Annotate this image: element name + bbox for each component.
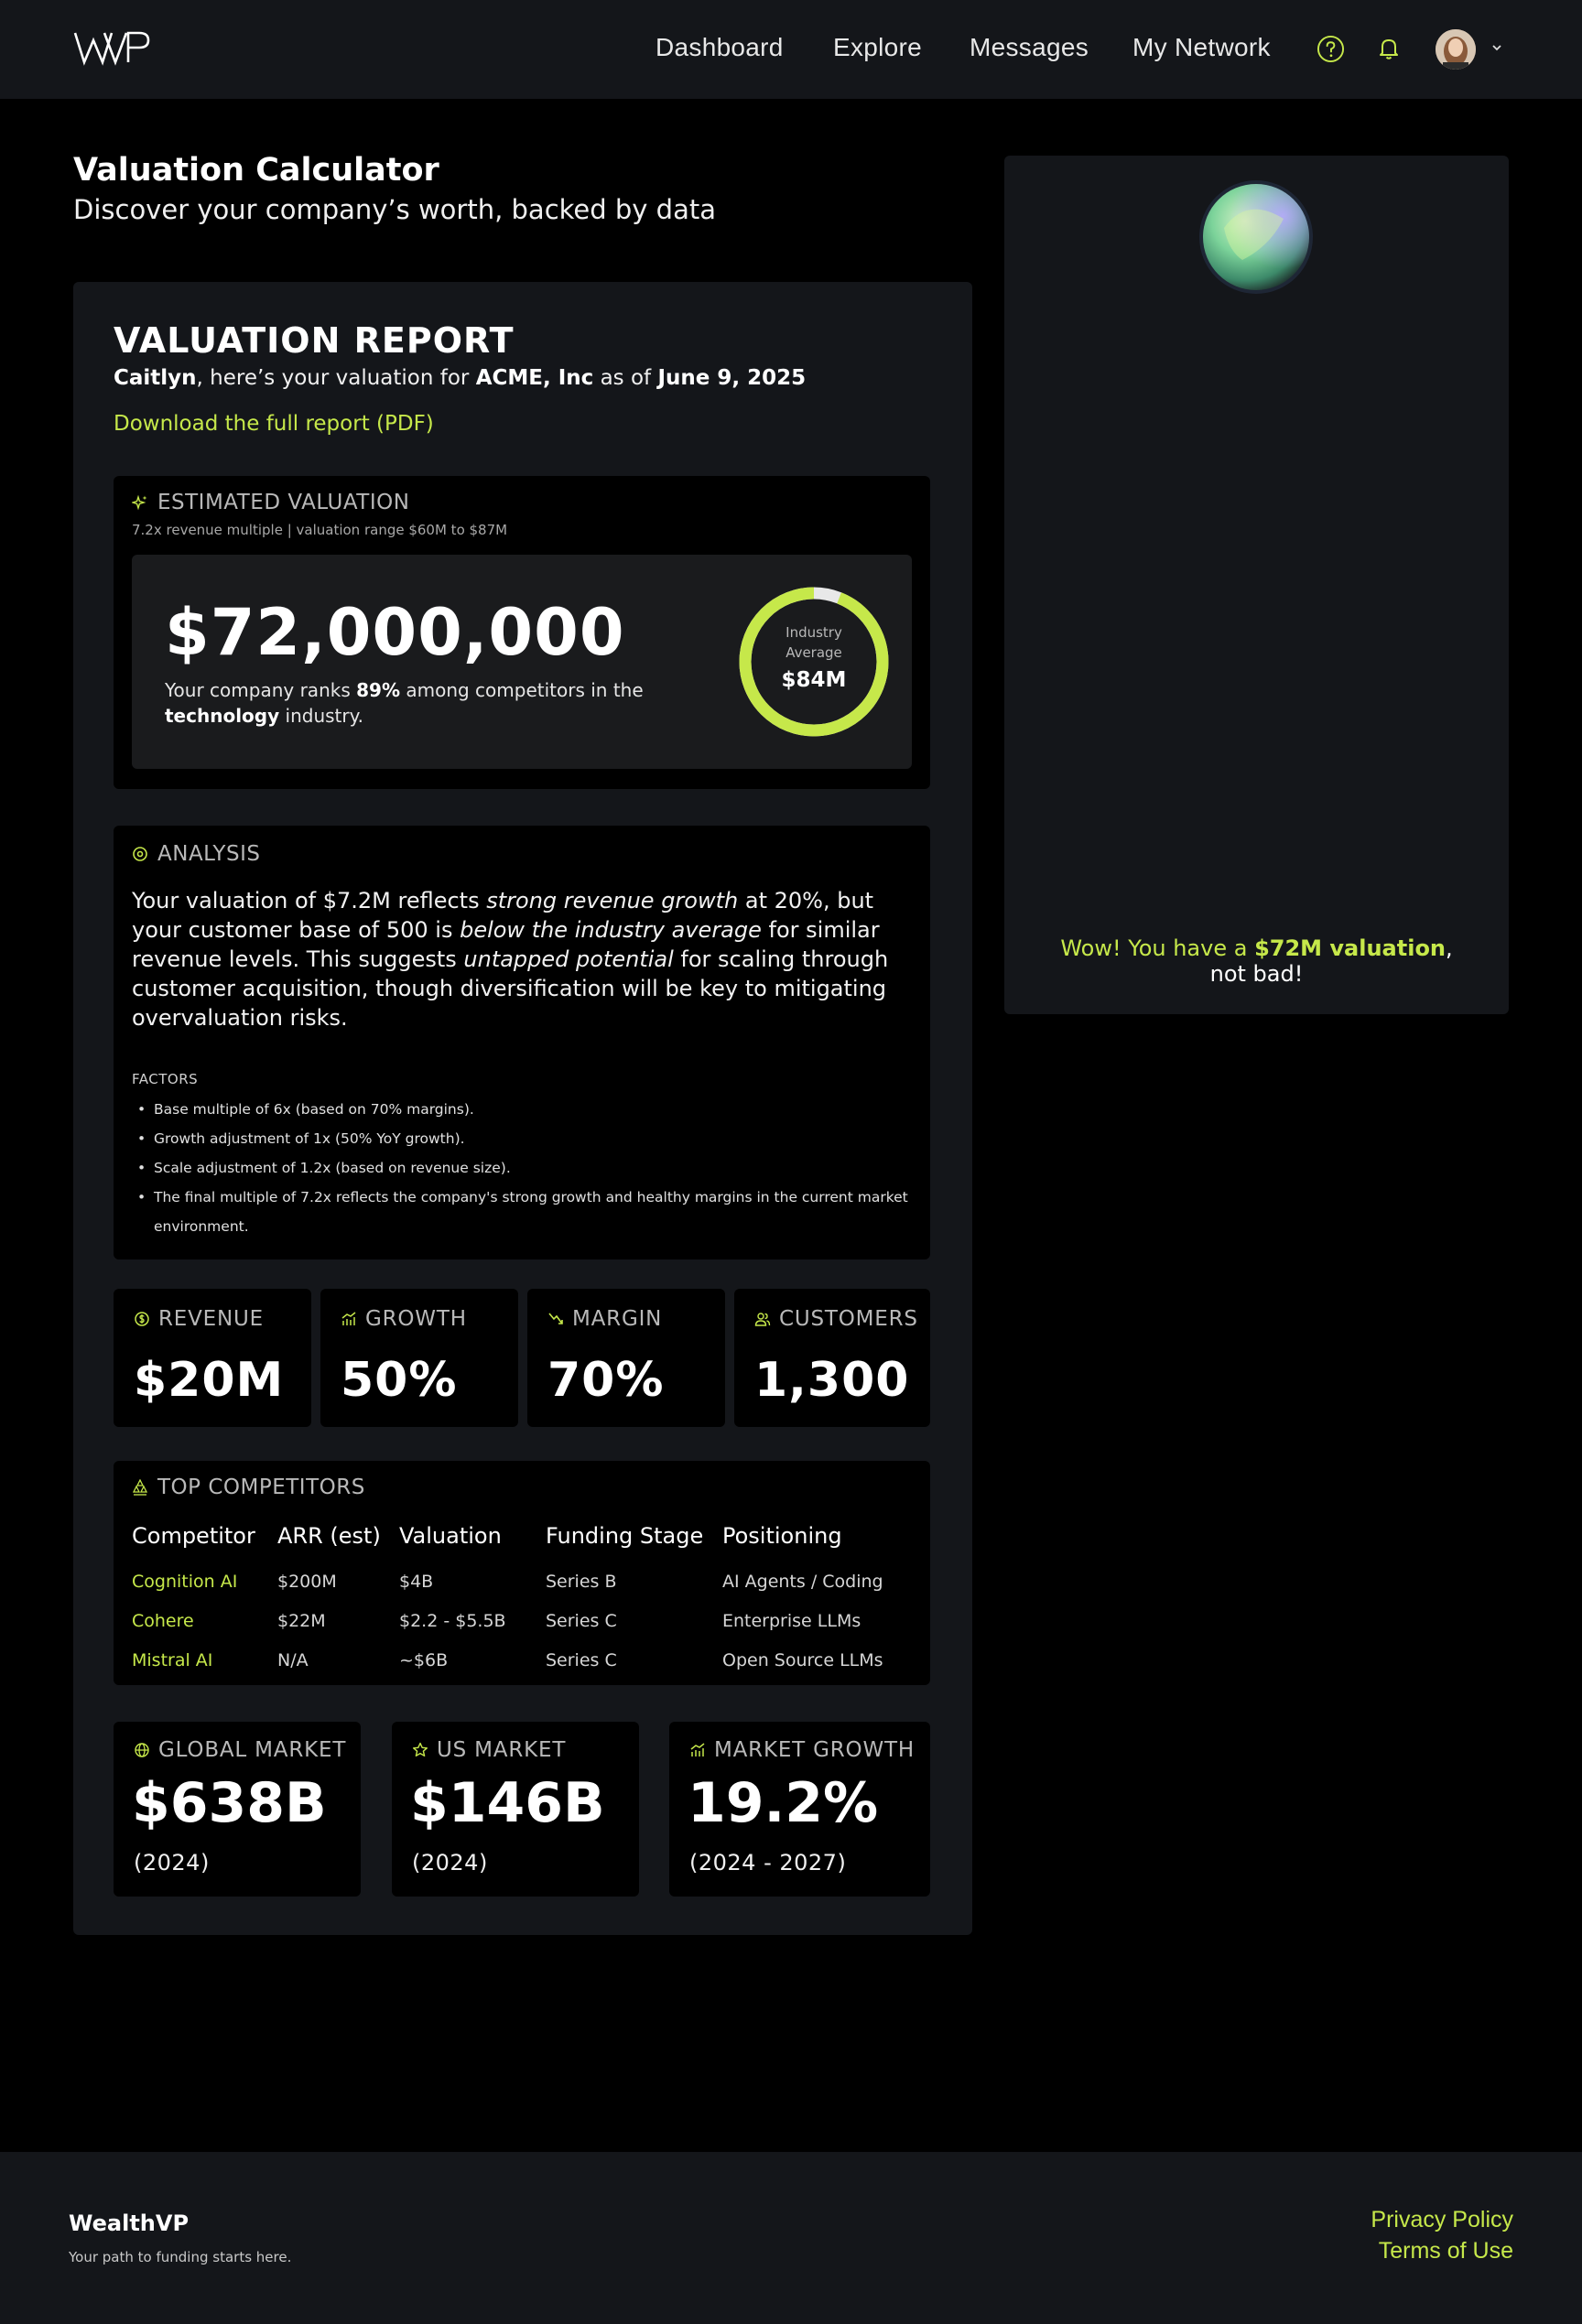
table-cell: Series B	[546, 1571, 617, 1592]
analysis-heading-text: ANALYSIS	[157, 842, 261, 866]
table-row	[132, 1562, 919, 1601]
factor-item: • The final multiple of 7.2x reflects the company's strong growth and healthy margins in the current market environment.	[132, 1183, 919, 1241]
footer-brand: WealthVP	[69, 2211, 190, 2236]
market-us-heading	[412, 1738, 566, 1762]
factor-item: • Growth adjustment of 1x (50% YoY growth).	[132, 1124, 919, 1153]
star-icon	[412, 1742, 428, 1758]
wealthvp-logo[interactable]	[73, 27, 152, 68]
stat-margin	[527, 1289, 725, 1427]
table-row	[132, 1640, 919, 1680]
market-label: GLOBAL MARKET	[158, 1738, 347, 1762]
table-cell: Series C	[546, 1649, 617, 1670]
stat-value: 70%	[547, 1353, 665, 1408]
privacy-policy-link[interactable]: Privacy Policy	[1371, 2207, 1513, 2232]
market-label: US MARKET	[437, 1738, 567, 1762]
user-avatar[interactable]	[1436, 29, 1476, 70]
industry-name: technology	[165, 705, 280, 727]
stat-customers	[734, 1289, 930, 1427]
competitor-link[interactable]: Mistral AI	[132, 1649, 213, 1670]
globe-icon	[134, 1742, 150, 1758]
side-msg-prefix: Wow! You have a	[1060, 935, 1255, 961]
stat-customers-heading	[754, 1307, 918, 1331]
chevron-down-icon[interactable]	[1490, 42, 1503, 53]
side-msg-suffix: , not bad!	[1209, 935, 1453, 987]
download-pdf-link[interactable]: Download the full report (PDF)	[114, 412, 434, 436]
report-title: VALUATION REPORT	[114, 320, 515, 361]
sparkle-icon	[132, 494, 148, 511]
analysis-p4: for scaling through customer acquisition, though diversification will be key to mitigating overvaluation risks.	[132, 946, 889, 1031]
donut-value: $84M	[781, 668, 847, 692]
analysis-e1: strong revenue growth	[486, 888, 739, 913]
competitors-heading	[132, 1475, 365, 1499]
factors-list	[132, 1095, 919, 1241]
market-value: 19.2%	[688, 1771, 879, 1835]
table-cell: $22M	[277, 1610, 326, 1631]
table-cell: N/A	[277, 1649, 309, 1670]
terms-of-use-link[interactable]: Terms of Use	[1378, 2238, 1513, 2264]
side-msg-highlight: $72M valuation	[1254, 935, 1447, 961]
stat-label: GROWTH	[365, 1307, 467, 1331]
valuation-range-note: 7.2x revenue multiple | valuation range $60M to $87M	[132, 522, 508, 538]
rank-prefix: Your company ranks	[165, 679, 357, 701]
stat-margin-heading	[547, 1307, 662, 1331]
help-icon[interactable]	[1317, 35, 1345, 63]
table-header-row	[132, 1521, 919, 1562]
competitors-panel	[114, 1461, 930, 1685]
nav-my-network[interactable]: My Network	[1132, 33, 1271, 61]
user-name: Caitlyn	[114, 366, 197, 390]
table-cell: $200M	[277, 1571, 337, 1592]
market-global-heading	[134, 1738, 346, 1762]
nav-explore[interactable]: Explore	[833, 33, 923, 61]
rank-percent: 89%	[356, 679, 400, 701]
growth-chart-icon	[689, 1742, 706, 1758]
stat-label: MARGIN	[572, 1307, 663, 1331]
page-subtitle: Discover your company’s worth, backed by data	[73, 194, 716, 225]
nav-messages[interactable]: Messages	[970, 33, 1089, 61]
stat-value: $20M	[134, 1353, 285, 1408]
market-us	[392, 1722, 639, 1897]
table-row	[132, 1601, 919, 1640]
analysis-paragraph	[132, 886, 919, 1032]
ai-orb-icon	[1197, 178, 1316, 297]
analysis-heading	[132, 842, 260, 866]
valuation-amount: $72,000,000	[165, 595, 625, 670]
stat-revenue-heading	[134, 1307, 264, 1331]
market-period: (2024)	[412, 1850, 488, 1875]
analysis-e3: untapped potential	[463, 946, 674, 972]
market-growth	[669, 1722, 930, 1897]
competitors-table	[132, 1521, 919, 1680]
table-cell: Series C	[546, 1610, 617, 1631]
market-label: MARKET GROWTH	[714, 1738, 915, 1762]
competitor-link[interactable]: Cohere	[132, 1610, 194, 1631]
dollar-icon	[134, 1311, 150, 1327]
side-message	[1041, 935, 1472, 987]
column-header: Valuation	[399, 1523, 502, 1549]
bell-icon[interactable]	[1378, 37, 1400, 60]
market-period: (2024)	[134, 1850, 210, 1875]
valuation-box	[132, 555, 912, 769]
table-cell: AI Agents / Coding	[722, 1571, 883, 1592]
stat-value: 1,300	[754, 1353, 910, 1408]
table-cell: $2.2 - $5.5B	[399, 1610, 506, 1631]
report-date: June 9, 2025	[657, 366, 807, 390]
market-growth-heading	[689, 1738, 915, 1762]
analysis-p3: for similar revenue levels. This suggests	[132, 917, 880, 972]
footer	[0, 2152, 1582, 2324]
company-name: ACME, Inc	[475, 366, 594, 390]
as-of-text: as of	[593, 366, 658, 390]
column-header: ARR (est)	[277, 1523, 381, 1549]
table-cell: Enterprise LLMs	[722, 1610, 861, 1631]
table-cell: $4B	[399, 1571, 434, 1592]
column-header: Competitor	[132, 1523, 255, 1549]
analysis-p2: at 20%, but your customer base of 500 is	[132, 888, 874, 943]
factor-item: • Scale adjustment of 1.2x (based on revenue size).	[132, 1153, 919, 1183]
stat-value: 50%	[341, 1353, 458, 1408]
column-header: Funding Stage	[546, 1523, 704, 1549]
stat-revenue	[114, 1289, 311, 1427]
rank-mid: among competitors in the	[399, 679, 644, 701]
estimated-valuation-panel	[114, 476, 930, 789]
donut-label	[738, 622, 890, 663]
competitor-link[interactable]: Cognition AI	[132, 1571, 238, 1592]
factors-heading: FACTORS	[132, 1071, 199, 1087]
market-value: $638B	[132, 1771, 327, 1835]
donut-label-line2: Average	[786, 644, 842, 661]
stat-label: CUSTOMERS	[779, 1307, 918, 1331]
market-global	[114, 1722, 361, 1897]
nav-dashboard[interactable]: Dashboard	[656, 33, 784, 61]
table-cell: Open Source LLMs	[722, 1649, 883, 1670]
column-header: Positioning	[722, 1523, 842, 1549]
estimated-heading-text: ESTIMATED VALUATION	[157, 491, 410, 514]
top-nav	[0, 0, 1582, 99]
stat-label: REVENUE	[158, 1307, 264, 1331]
donut-label-line1: Industry	[786, 624, 842, 641]
table-cell: ~$6B	[399, 1649, 449, 1670]
growth-chart-icon	[341, 1311, 357, 1327]
report-intro	[114, 366, 806, 390]
intro-text: , here’s your valuation for	[196, 366, 476, 390]
market-period: (2024 - 2027)	[689, 1850, 847, 1875]
analysis-panel	[114, 826, 930, 1259]
assistant-side-panel	[1004, 156, 1509, 1014]
rank-text	[165, 677, 677, 729]
analysis-e2: below the industry average	[460, 917, 762, 943]
page-title: Valuation Calculator	[73, 152, 439, 189]
rank-suffix: industry.	[279, 705, 363, 727]
footer-tagline: Your path to funding starts here.	[69, 2249, 292, 2265]
analysis-p1: Your valuation of $7.2M reflects	[132, 888, 487, 913]
stat-growth	[320, 1289, 518, 1427]
estimated-valuation-heading	[132, 491, 409, 514]
factor-item: • Base multiple of 6x (based on 70% margins).	[132, 1095, 919, 1124]
trend-icon	[547, 1311, 564, 1327]
valuation-report-card	[73, 282, 972, 1935]
users-icon	[754, 1311, 771, 1327]
competitors-heading-text: TOP COMPETITORS	[157, 1475, 365, 1499]
market-value: $146B	[410, 1771, 605, 1835]
stat-growth-heading	[341, 1307, 467, 1331]
competitors-icon	[132, 1479, 148, 1496]
target-icon	[132, 846, 148, 862]
